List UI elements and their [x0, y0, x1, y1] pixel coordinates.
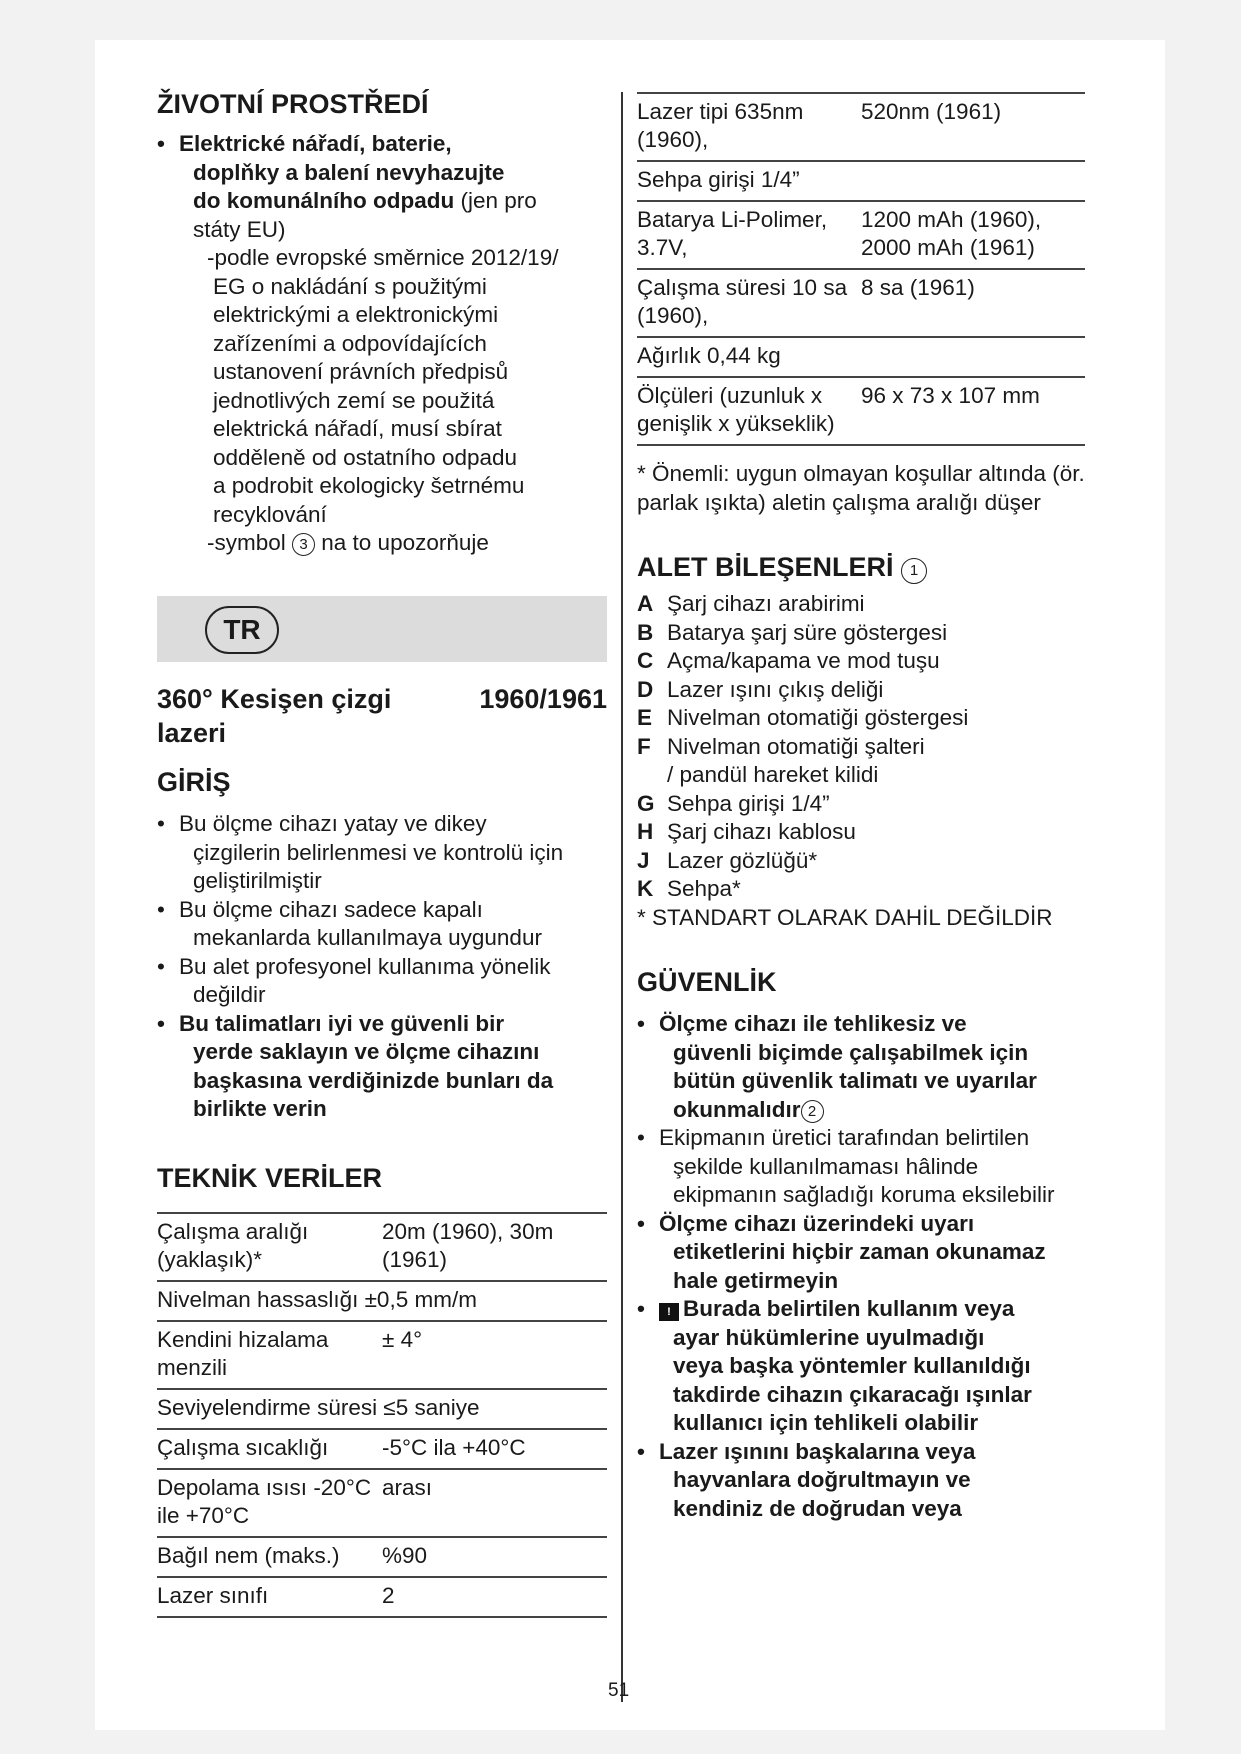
page-number: 51 — [608, 1680, 630, 1701]
component-item — [637, 590, 1085, 619]
intro-bullet: • Bu ölçme cihazı sadece kapalı mekanlarda kullanılmaya uygundur — [157, 896, 607, 953]
spec-value: -5°C ila +40°C — [382, 1434, 526, 1460]
spec-row — [637, 269, 1085, 337]
component-key: F — [637, 733, 651, 759]
spec-value: 2 — [382, 1582, 395, 1608]
intro-bullet: • Bu talimatları iyi ve güvenli bir yerde saklayın ve ölçme cihazını başkasına verdiğinizde bunları da birlikte verin — [157, 1010, 607, 1124]
range-note: * Önemli: uygun olmayan koşullar altında (ör. parlak ışıkta) aletin çalışma aralığı düşer — [637, 461, 1085, 515]
spec-label: Ölçüleri (uzunluk x genişlik x yükseklik) — [637, 383, 835, 436]
spec-value: 520nm (1961) — [861, 99, 1002, 124]
spec-value: ± 4° — [382, 1326, 423, 1352]
spec-label: Bağıl nem (maks.) — [157, 1542, 340, 1568]
intro-bullet: • Bu ölçme cihazı yatay ve dikey çizgilerin belirlenmesi ve kontrolü için geliştirilmiştir — [157, 810, 607, 896]
spec-label: Lazer tipi 635nm (1960), — [637, 99, 804, 152]
component-key: E — [637, 705, 653, 730]
left-column — [157, 88, 607, 558]
spec-label: Seviyelendirme süresi ≤5 saniye — [157, 1394, 480, 1420]
product-name: 360° Kesişen çizgi — [157, 684, 392, 714]
component-key: D — [637, 676, 654, 702]
spec-row — [157, 1321, 607, 1389]
component-text: Lazer ışını çıkış deliği — [667, 676, 884, 702]
spec-label: Sehpa girişi 1/4” — [637, 167, 800, 192]
component-text: Nivelman otomatiği şalteri — [667, 733, 925, 759]
component-key: C — [637, 648, 654, 673]
spec-label: Ağırlık 0,44 kg — [637, 343, 781, 368]
spec-label: Lazer sınıfı — [157, 1582, 269, 1608]
spec-label: Kendini hizalama menzili — [157, 1326, 329, 1380]
component-item — [637, 847, 1085, 876]
spec-label: Depolama ısısı -20°C ile +70°C — [157, 1474, 372, 1528]
language-band — [157, 596, 607, 662]
intro-bullet: • Bu alet profesyonel kullanıma yönelik değildir — [157, 953, 607, 1010]
component-item — [637, 676, 1085, 705]
component-text: / pandül hareket kilidi — [667, 762, 879, 787]
component-key: B — [637, 619, 654, 645]
spec-label: Nivelman hassaslığı ±0,5 mm/m — [157, 1286, 477, 1312]
spec-label: Çalışma süresi 10 sa (1960), — [637, 275, 848, 328]
tech-title: TEKNİK VERİLER — [157, 1162, 383, 1193]
spec-row — [157, 1429, 607, 1469]
spec-label: Batarya Li-Polimer, 3.7V, — [637, 207, 828, 260]
spec-row — [157, 1577, 607, 1617]
spec-value: %90 — [382, 1542, 428, 1568]
figure-ref-1: 1 — [901, 558, 927, 584]
tech-table — [157, 1212, 607, 1618]
environment-bullet: • Elektrické nářadí, baterie, doplňky a balení nevyhazujte do komunálního odpadu (jen pro státy EU) — [157, 130, 607, 244]
component-item — [637, 818, 1085, 847]
warning-icon: ! — [659, 1303, 679, 1321]
spec-row — [637, 377, 1085, 445]
spec-row — [157, 1389, 607, 1429]
intro-title: GİRİŞ — [157, 767, 231, 797]
intro-list — [157, 810, 607, 1124]
component-item — [637, 619, 1085, 648]
component-item — [637, 875, 1085, 904]
component-text: Şarj cihazı kablosu — [667, 819, 856, 844]
figure-ref-3: 3 — [292, 533, 315, 556]
component-key: J — [637, 847, 650, 873]
component-text: Sehpa* — [667, 876, 741, 901]
components-title: ALET BİLEŞENLERİ 1 — [637, 551, 1085, 584]
component-item — [637, 761, 1085, 790]
product-block: 360° Kesişen çizgi lazeri 1960/1961 GİRİŞ • Bu ölçme cihazı yatay ve dikey çizgilerin belirlenmesi ve kontrolü için geliştirilmiştir • Bu ölçme cihazı sadece kapalı mekanlarda kullanılmaya uygundur • Bu alet profesyonel kullanıma yönelik değildir • Bu talimatları iyi ve güvenli bir yerde saklayın ve ölçme cihazını başkasına verdiğinizde bunları da birlikte verin TEKNİK VERİLER Çalışma aralığı (yaklaşık)* 20m (1960), 30m (1961) Nivelman hassaslığı ±0,5 mm/m Kendini hizalama menzili ± 4° Seviyelendirme süresi ≤5 saniye Çalışma sıcaklığı -5°C ila +40°C Depolama ısısı -20°C ile +70°C arası Bağıl nem (maks.) %90 Lazer sınıfı 2 — [157, 682, 607, 1618]
component-text: Sehpa girişi 1/4” — [667, 790, 830, 816]
component-key: H — [637, 819, 654, 844]
component-text: Açma/kapama ve mod tuşu — [667, 648, 940, 673]
environment-sublist: -podle evropské směrnice 2012/19/ EG o nakládání s použitými elektrickými a elektronickými zařízeními a odpovídajících ustanovení právních předpisů jednotlivých zemí se použitá elektrická nářadí, musí sbírat odděleně od ostatního odpadu a podrobit ekologicky šetrnému recyklování -symbol 3 na to upozorňuje — [207, 245, 559, 555]
components-footnote: * STANDART OLARAK DAHİL DEĞİLDİR — [637, 904, 1053, 930]
spec-label: Çalışma aralığı (yaklaşık)* — [157, 1218, 309, 1272]
component-text: Şarj cihazı arabirimi — [667, 591, 865, 616]
component-item — [637, 647, 1085, 676]
component-item — [637, 704, 1085, 733]
component-text: Lazer gözlüğü* — [667, 847, 818, 873]
spec-value: arası — [382, 1474, 433, 1500]
component-text: Nivelman otomatiği göstergesi — [667, 705, 969, 730]
column-divider — [621, 92, 623, 1702]
spec-row — [157, 1469, 607, 1537]
safety-bullet: • ! Burada belirtilen kullanım veya ayar hükümlerine uyulmadığı veya başka yöntemler kullanıldığı takdirde cihazın çıkaracağı ışınlar kullanıcı için tehlikeli olabilir — [637, 1295, 1085, 1438]
tech-table-continued — [637, 92, 1085, 446]
product-model: 1960/1961 — [479, 684, 607, 714]
spec-row — [157, 1213, 607, 1281]
language-badge: TR — [205, 606, 279, 654]
component-key: K — [637, 876, 654, 901]
spec-row — [637, 93, 1085, 161]
component-text: Batarya şarj süre göstergesi — [667, 619, 948, 645]
spec-value: 20m (1960), 30m (1961) — [382, 1218, 554, 1272]
component-item — [637, 790, 1085, 819]
component-key: G — [637, 790, 655, 816]
safety-title: GÜVENLİK — [637, 967, 777, 997]
spec-row — [637, 161, 1085, 201]
component-item — [637, 733, 1085, 762]
spec-row — [157, 1537, 607, 1577]
components-list — [637, 590, 1085, 904]
environment-title: ŽIVOTNÍ PROSTŘEDÍ — [157, 89, 429, 119]
right-column — [637, 92, 1085, 1523]
spec-row — [637, 201, 1085, 269]
spec-value: 8 sa (1961) — [861, 275, 975, 300]
spec-row — [157, 1281, 607, 1321]
spec-label: Çalışma sıcaklığı — [157, 1434, 329, 1460]
safety-bullet: • Ölçme cihazı üzerindeki uyarı etiketlerini hiçbir zaman okunamaz hale getirmeyin — [637, 1210, 1085, 1296]
spec-value: 1200 mAh (1960), 2000 mAh (1961) — [861, 207, 1042, 260]
safety-bullet: • Lazer ışınını başkalarına veya hayvanlara doğrultmayın ve kendiniz de doğrudan veya — [637, 1438, 1085, 1524]
component-key: A — [637, 591, 654, 616]
figure-ref-2: 2 — [801, 1100, 824, 1123]
safety-bullet: • Ekipmanın üretici tarafından belirtilen şekilde kullanılmaması hâlinde ekipmanın sağladığı koruma eksilebilir — [637, 1124, 1085, 1210]
safety-bullet: • Ölçme cihazı ile tehlikesiz ve güvenli biçimde çalışabilmek için bütün güvenlik talimatı ve uyarılar okunmalıdır 2 — [637, 1010, 1085, 1124]
spec-value: 96 x 73 x 107 mm — [861, 383, 1040, 408]
spec-row — [637, 337, 1085, 377]
